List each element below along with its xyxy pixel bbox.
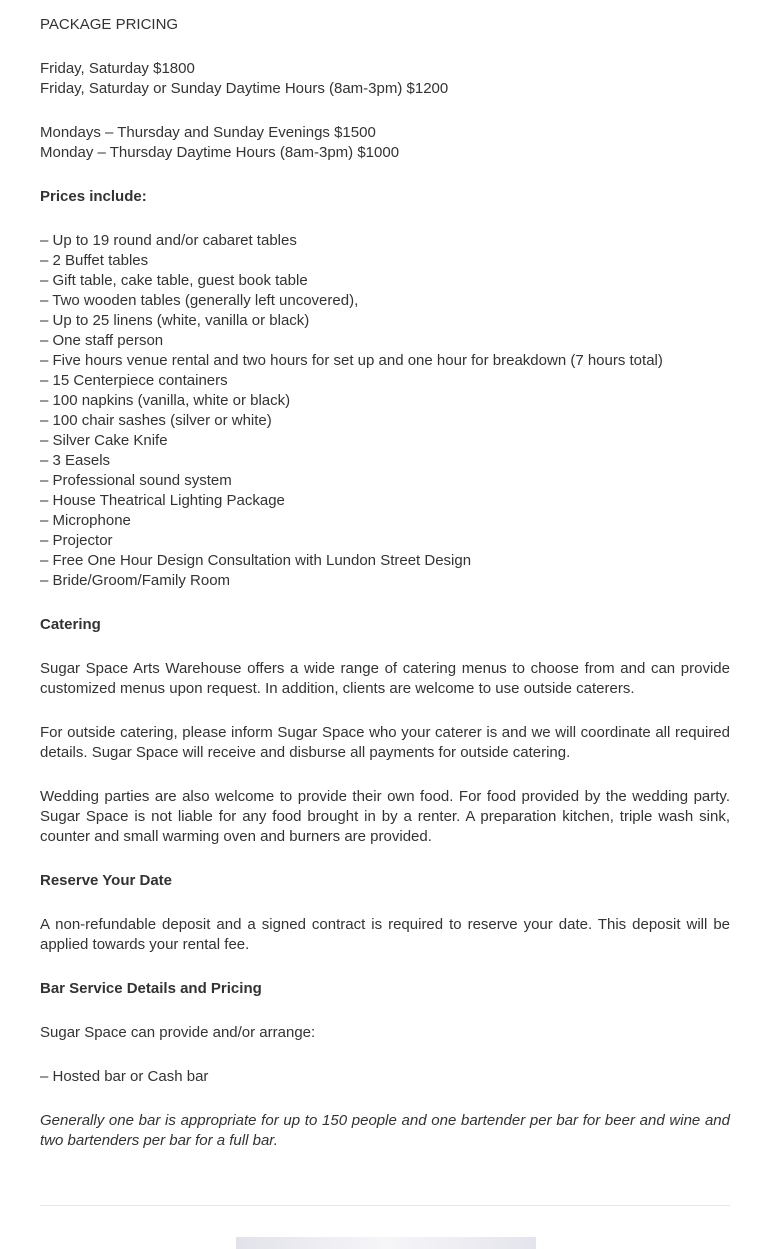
weekday-daytime-rate: Monday – Thursday Daytime Hours (8am-3pm) $1000	[40, 144, 400, 161]
weekend-daytime-rate: Friday, Saturday or Sunday Daytime Hours (8am-3pm) $1200	[40, 80, 449, 97]
bar-note: Generally one bar is appropriate for up to 150 people and one bartender per bar for beer and wine and two bartenders per bar for a full bar.	[40, 1112, 730, 1149]
list-item: – Up to 19 round and/or cabaret tables	[40, 232, 297, 249]
list-item: – Free One Hour Design Consultation with Lundon Street Design	[40, 552, 472, 569]
reserve-heading: Reserve Your Date	[40, 872, 173, 889]
page-content	[40, 15, 730, 1175]
reserve-text: A non-refundable deposit and a signed contract is required to reserve your date. This deposit will be applied towards your rental fee.	[40, 916, 730, 953]
weekday-evening-rate: Mondays – Thursday and Sunday Evenings $1500	[40, 124, 376, 141]
includes-heading: Prices include:	[40, 188, 147, 205]
list-item: – One staff person	[40, 332, 164, 349]
list-item: – Up to 25 linens (white, vanilla or black)	[40, 312, 310, 329]
list-item: – Silver Cake Knife	[40, 432, 168, 449]
catering-paragraph: Sugar Space Arts Warehouse offers a wide range of catering menus to choose from and can provide customized menus upon request. In addition, clients are welcome to use outside caterers.	[40, 660, 730, 697]
list-item: – Microphone	[40, 512, 131, 529]
catering-paragraph: For outside catering, please inform Sugar Space who your caterer is and we will coordinate all required details. Sugar Space will receive and disburse all payments for outside catering.	[40, 724, 730, 761]
list-item: – 100 chair sashes (silver or white)	[40, 412, 272, 429]
weekend-rate: Friday, Saturday $1800	[40, 60, 195, 77]
weekend-pricing-block	[40, 59, 730, 99]
catering-heading: Catering	[40, 616, 101, 633]
weekday-pricing-block	[40, 123, 730, 163]
list-item: – 15 Centerpiece containers	[40, 372, 228, 389]
list-item: – Two wooden tables (generally left uncovered),	[40, 292, 359, 309]
bar-heading: Bar Service Details and Pricing	[40, 980, 262, 997]
list-item: – Bride/Groom/Family Room	[40, 572, 231, 589]
list-item: – Five hours venue rental and two hours for set up and one hour for breakdown (7 hours total)	[40, 352, 663, 369]
list-item: – Professional sound system	[40, 472, 232, 489]
pricing-heading: PACKAGE PRICING	[40, 16, 179, 33]
list-item: – 3 Easels	[40, 452, 111, 469]
list-item: – House Theatrical Lighting Package	[40, 492, 285, 509]
list-item: – 100 napkins (vanilla, white or black)	[40, 392, 291, 409]
list-item: – Projector	[40, 532, 113, 549]
bar-intro: Sugar Space can provide and/or arrange:	[40, 1024, 316, 1041]
catering-paragraph: Wedding parties are also welcome to provide their own food. For food provided by the wedding party. Sugar Space is not liable for any food brought in by a renter. A preparation kitchen, triple wash sink, counter and small warming oven and burners are provided.	[40, 788, 730, 845]
section-divider	[40, 1205, 730, 1206]
bar-option: – Hosted bar or Cash bar	[40, 1068, 209, 1085]
list-item: – Gift table, cake table, guest book table	[40, 272, 308, 289]
image-placeholder	[236, 1237, 536, 1249]
includes-list	[40, 231, 730, 591]
list-item: – 2 Buffet tables	[40, 252, 149, 269]
